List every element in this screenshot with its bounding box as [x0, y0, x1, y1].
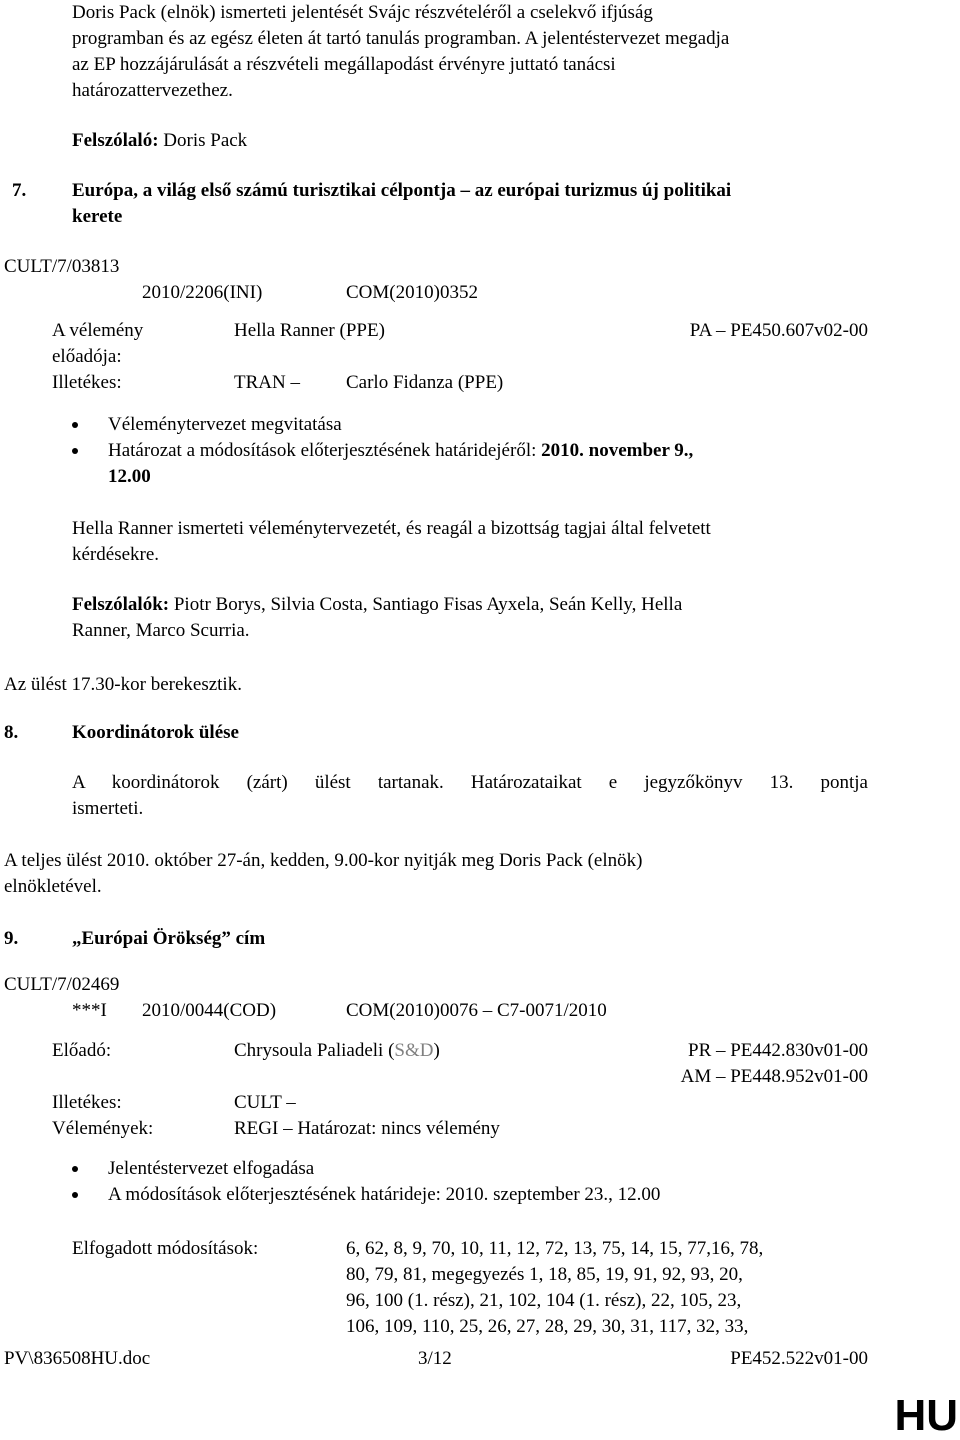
rapporteur-close: ) — [433, 1040, 440, 1061]
adopted-amendments-line-3: 96, 100 (1. rész), 21, 102, 104 (1. rész), 22, 105, 23, — [346, 1290, 742, 1311]
item8-number: 8. — [4, 722, 19, 743]
item7-paragraph-line-2: kérdésekre. — [72, 544, 160, 565]
rapporteur-name: Chrysoula Paliadeli ( — [234, 1040, 395, 1061]
intro-speaker — [72, 128, 247, 154]
rapporteur-group: S&D — [394, 1040, 434, 1061]
item8-title: Koordinátorok ülése — [72, 722, 239, 743]
adopted-amendments-line-4: 106, 109, 110, 25, 26, 27, 28, 29, 30, 31, 117, 32, 33, — [346, 1316, 749, 1337]
item9-title: „Európai Örökség” cím — [72, 928, 266, 949]
item9-com: COM(2010)0076 – C7-0071/2010 — [346, 1000, 607, 1021]
item9-stars: ***I — [72, 1000, 107, 1021]
speakers-names: Piotr Borys, Silvia Costa, Santiago Fisas Ayxela, Seán Kelly, Hella — [173, 594, 683, 615]
bullet-text: A módosítások előterjesztésének határideje: 2010. szeptember 23., 12.00 — [108, 1184, 661, 1205]
adopted-amendments-line-2: 80, 79, 81, megegyezés 1, 18, 85, 19, 91, 92, 93, 20, — [346, 1264, 743, 1285]
footer-filename: PV\836508HU.doc — [4, 1348, 151, 1369]
item7-rapporteur-label-2: előadója: — [52, 346, 122, 367]
bullet-text — [108, 438, 693, 464]
speaker-name: Doris Pack — [163, 130, 248, 151]
item7-rapporteur: Hella Ranner (PPE) — [234, 320, 385, 341]
item9-opinions-label: Vélemények: — [52, 1118, 154, 1139]
resume-line-2: elnökletével. — [4, 876, 102, 897]
bullet-text: Jelentéstervezet elfogadása — [108, 1158, 315, 1179]
item9-rapporteur — [234, 1038, 440, 1064]
item9-pr-reference: PR – PE442.830v01-00 — [688, 1040, 868, 1061]
adopted-amendments-label: Elfogadott módosítások: — [72, 1238, 259, 1259]
item7-competent-label: Illetékes: — [52, 372, 122, 393]
session-suspended: Az ülést 17.30-kor berekesztik. — [4, 674, 242, 695]
item9-opinions-value: REGI – Határozat: nincs vélemény — [234, 1118, 500, 1139]
speakers-label: Felszólalók: — [72, 594, 170, 615]
item8-text-line-2: ismerteti. — [72, 798, 144, 819]
footer-document-reference: PE452.522v01-00 — [730, 1348, 868, 1369]
deadline-time: 12.00 — [108, 466, 151, 487]
item7-paragraph-line-1: Hella Ranner ismerteti véleménytervezetét, és reagál a bizottság tagjai által felvetett — [72, 518, 711, 539]
bullet-text: Véleménytervezet megvitatása — [108, 414, 342, 435]
item9-reference: CULT/7/02469 — [4, 974, 120, 995]
footer-page-number: 3/12 — [418, 1348, 452, 1369]
item7-com: COM(2010)0352 — [346, 282, 478, 303]
item7-rapporteur-label-1: A vélemény — [52, 320, 144, 341]
resume-line-1: A teljes ülést 2010. október 27-án, kedden, 9.00-kor nyitják meg Doris Pack (elnök) — [4, 850, 643, 871]
item9-number: 9. — [4, 928, 19, 949]
item7-title-line-2: kerete — [72, 206, 123, 227]
item7-pa-reference: PA – PE450.607v02-00 — [689, 320, 868, 341]
item7-competent-committee: TRAN – — [234, 372, 300, 393]
item7-procedure: 2010/2206(INI) — [142, 282, 263, 303]
intro-line-4: határozattervezethez. — [72, 80, 233, 101]
item8-text-line-1: A koordinátorok (zárt) ülést tartanak. Határozataikat e jegyzőkönyv 13. pontja — [72, 772, 868, 793]
item9-competent-label: Illetékes: — [52, 1092, 122, 1113]
item9-am-reference: AM – PE448.952v01-00 — [680, 1066, 868, 1087]
item7-speakers-line-1 — [72, 592, 682, 618]
language-mark: HU — [894, 1391, 958, 1440]
intro-line-3: az EP hozzájárulását a részvételi megállapodást érvényre juttató tanácsi — [72, 54, 616, 75]
speaker-label: Felszólaló: — [72, 130, 159, 151]
intro-line-1: Doris Pack (elnök) ismerteti jelentését Svájc részvételéről a cselekvő ifjúság — [72, 2, 653, 23]
deadline-date: 2010. november 9., — [541, 440, 694, 461]
item7-speakers-line-2: Ranner, Marco Scurria. — [72, 620, 250, 641]
item9-rapporteur-label: Előadó: — [52, 1040, 112, 1061]
item7-title-line-1: Európa, a világ első számú turisztikai célpontja – az európai turizmus új politikai — [72, 180, 732, 201]
intro-line-2: programban és az egész életen át tartó tanulás programban. A jelentéstervezet megadja — [72, 28, 730, 49]
item9-procedure: 2010/0044(COD) — [142, 1000, 277, 1021]
adopted-amendments-line-1: 6, 62, 8, 9, 70, 10, 11, 12, 72, 13, 75, 14, 15, 77,16, 78, — [346, 1238, 764, 1259]
item7-competent-person: Carlo Fidanza (PPE) — [346, 372, 504, 393]
item7-number: 7. — [12, 180, 27, 201]
item9-competent-value: CULT – — [234, 1092, 296, 1113]
item7-reference: CULT/7/03813 — [4, 256, 120, 277]
deadline-text: Határozat a módosítások előterjesztésének határidejéről: — [108, 440, 542, 461]
